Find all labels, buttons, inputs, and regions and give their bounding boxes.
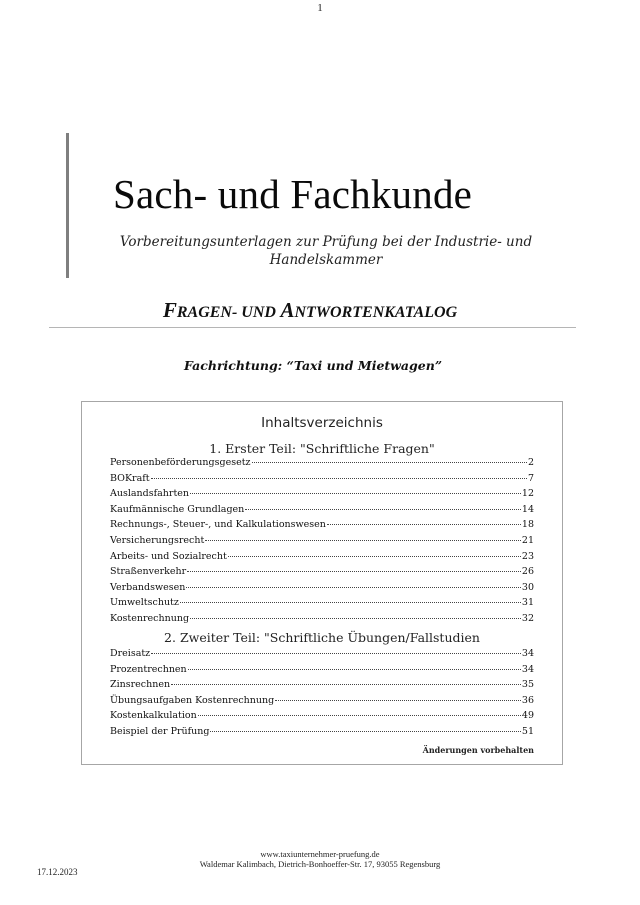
- toc-title: Inhaltsverzeichnis: [261, 415, 383, 431]
- toc-entry-page: 35: [521, 679, 534, 691]
- toc-dot-leader: [252, 461, 527, 463]
- footer-website: www.taxiunternehmer-pruefung.de: [260, 849, 380, 859]
- toc-entry[interactable]: [110, 504, 534, 519]
- toc-entry-label: Auslandsfahrten: [110, 488, 190, 500]
- toc-entry[interactable]: [110, 473, 534, 488]
- toc-entry[interactable]: [110, 551, 534, 566]
- toc-entry[interactable]: [110, 457, 534, 472]
- toc-dot-leader: [198, 714, 521, 716]
- toc-entry-page: 36: [521, 694, 534, 706]
- toc-entry-label: Dreisatz: [110, 648, 151, 659]
- toc-dot-leader: [205, 539, 521, 541]
- toc-entry-label: Versicherungsrecht: [110, 535, 205, 546]
- toc-entry[interactable]: [110, 519, 534, 534]
- toc-entry[interactable]: [110, 726, 534, 741]
- toc-entry-page: 34: [521, 663, 534, 675]
- toc-dot-leader: [245, 508, 521, 510]
- toc-dot-leader: [180, 601, 521, 603]
- toc-dot-leader: [187, 570, 521, 572]
- toc-entry[interactable]: [110, 597, 534, 612]
- toc-entry-page: 7: [527, 472, 534, 484]
- toc-entry-page: 14: [521, 503, 534, 515]
- toc-entry-label: Rechnungs-, Steuer-, und Kalkulationswesen: [110, 519, 326, 531]
- toc-dot-leader: [327, 523, 521, 525]
- toc-entry[interactable]: [110, 582, 534, 597]
- footer-address: Waldemar Kalimbach, Dietrich-Bonhoeffer-Str. 17, 93055 Regensburg: [199, 859, 441, 869]
- title-accent-bar: [66, 133, 69, 278]
- catalog-heading: [0, 298, 620, 323]
- toc-entry-label: Arbeits- und Sozialrecht: [110, 550, 227, 562]
- toc-entry-label: Verbandswesen: [110, 581, 186, 593]
- toc-section-heading: 1. Erster Teil: "Schriftliche Fragen": [209, 441, 435, 456]
- toc-entry-page: 30: [521, 581, 534, 593]
- toc-dot-leader: [171, 683, 521, 685]
- catalog-word-2: NTWORTENKATALOG: [294, 304, 458, 321]
- toc-entry-page: 34: [521, 648, 534, 659]
- catalog-initial-1: F: [162, 298, 177, 322]
- catalog-word-1: RAGEN: [176, 304, 232, 321]
- toc-entry-label: Übungsaufgaben Kostenrechnung: [110, 694, 275, 706]
- toc-entry-page: 21: [521, 535, 534, 546]
- toc-entry-page: 51: [521, 726, 534, 737]
- toc-entry-label: Kaufmännische Grundlagen: [110, 503, 245, 515]
- toc-entry[interactable]: [110, 664, 534, 679]
- toc-dot-leader: [190, 617, 521, 619]
- toc-entry-label: Zinsrechnen: [110, 679, 171, 691]
- toc-dot-leader: [275, 699, 521, 701]
- toc-note: Änderungen vorbehalten: [422, 745, 534, 755]
- toc-entry-page: 32: [521, 613, 534, 624]
- page-number: 1: [317, 2, 323, 14]
- toc-dot-leader: [151, 652, 521, 654]
- toc-entry-label: BOKraft: [110, 472, 150, 484]
- toc-entry[interactable]: [110, 648, 534, 663]
- toc-entry[interactable]: [110, 613, 534, 628]
- field-of-study: Fachrichtung: “Taxi und Mietwagen”: [183, 358, 443, 373]
- toc-entry-page: 26: [521, 566, 534, 578]
- footer-date: 17.12.2023: [37, 867, 78, 877]
- toc-entry-page: 49: [521, 710, 534, 722]
- toc-dot-leader: [210, 730, 520, 732]
- toc-dot-leader: [186, 586, 521, 588]
- toc-entry[interactable]: [110, 488, 534, 503]
- toc-entry-label: Straßenverkehr: [110, 566, 187, 578]
- table-of-contents: [81, 401, 563, 765]
- toc-entry[interactable]: [110, 710, 534, 725]
- toc-entry-page: 23: [521, 550, 534, 562]
- toc-entry-label: Beispiel der Prüfung: [110, 726, 210, 737]
- heading-divider: [49, 327, 576, 328]
- toc-entry[interactable]: [110, 679, 534, 694]
- catalog-connector: - UND: [231, 304, 276, 321]
- toc-entry-page: 12: [521, 488, 534, 500]
- toc-entry-label: Umweltschutz: [110, 597, 179, 609]
- toc-dot-leader: [151, 477, 527, 479]
- toc-entry-page: 2: [527, 457, 534, 468]
- toc-section-heading: 2. Zweiter Teil: "Schriftliche Übungen/Fallstudien: [164, 630, 480, 645]
- toc-entry-label: Personenbeförderungsgesetz: [110, 457, 251, 468]
- toc-entry-page: 31: [521, 597, 534, 609]
- subtitle: Vorbereitungsunterlagen zur Prüfung bei der Industrie- und Handelskammer: [119, 234, 533, 268]
- catalog-initial-2: A: [280, 298, 295, 322]
- toc-entry-label: Kostenkalkulation: [110, 710, 197, 722]
- page-title: Sach- und Fachkunde: [113, 171, 473, 217]
- toc-entry-label: Kostenrechnung: [110, 613, 190, 624]
- toc-entry[interactable]: [110, 566, 534, 581]
- toc-entry-page: 18: [521, 519, 534, 531]
- toc-dot-leader: [188, 668, 521, 670]
- toc-entry[interactable]: [110, 695, 534, 710]
- toc-entry[interactable]: [110, 535, 534, 550]
- toc-dot-leader: [228, 555, 521, 557]
- toc-entry-label: Prozentrechnen: [110, 663, 187, 675]
- toc-dot-leader: [190, 492, 521, 494]
